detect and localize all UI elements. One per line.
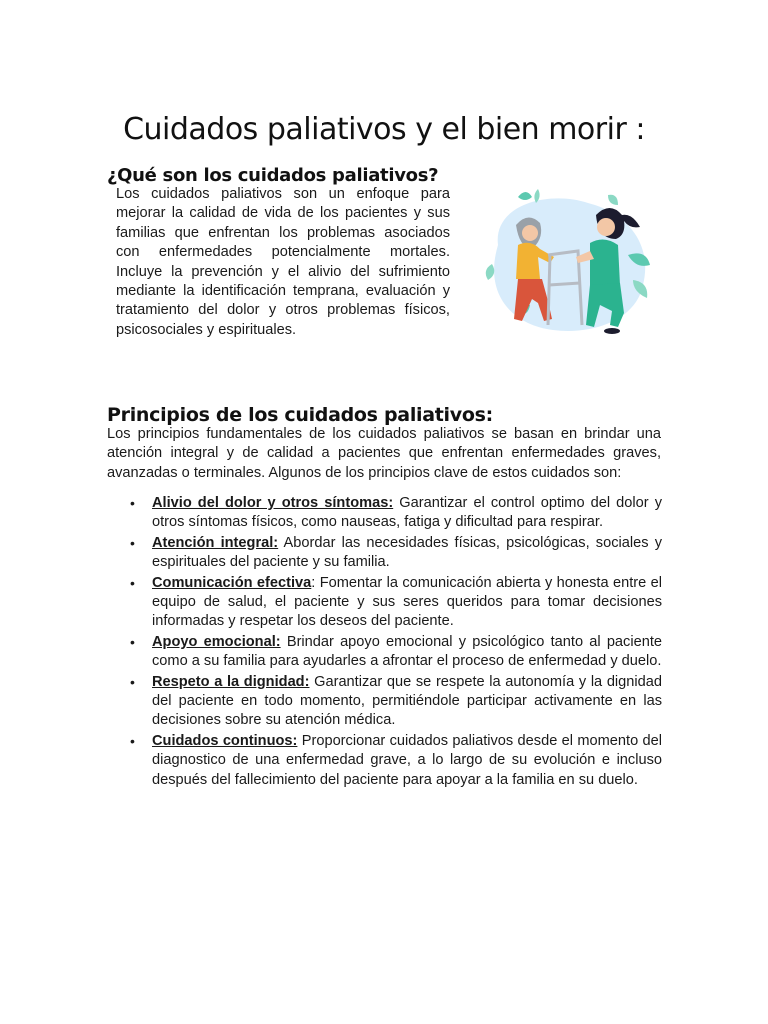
list-item: [130, 574, 662, 632]
intro-paragraph: Los cuidados paliativos son un enfoque para mejorar la calidad de vida de los pacientes y sus familias que enfrentan los problemas asociados con enfermedades potencialmente mortales. Incluye la prevención y el alivio del sufrimiento mediante la identificación temprana, evaluación y tratamiento del dolor y otros problemas físicos, psicosociales y espirituales.: [116, 186, 450, 338]
caregiver-illustration-icon: [478, 185, 658, 340]
principles-intro-paragraph: Los principios fundamentales de los cuidados paliativos se basan en brindar una atención integral y de calidad a pacientes que enfrentan enfermedades graves, avanzadas o terminales. Algunos de los principios clave de estos cuidados son:: [107, 426, 661, 481]
list-item: [130, 494, 662, 533]
bullet-icon: •: [130, 673, 135, 690]
section-heading-principles: Principios de los cuidados paliativos:: [107, 403, 493, 426]
page-title: Cuidados paliativos y el bien morir :: [123, 112, 645, 148]
section-heading-what-are: ¿Qué son los cuidados paliativos?: [107, 164, 439, 186]
list-item: [130, 732, 662, 790]
principles-list: [130, 494, 662, 791]
bullet-icon: •: [130, 633, 135, 650]
bullet-icon: •: [130, 534, 135, 551]
principle-term: Comunicación efectiva: [152, 574, 312, 591]
list-item: [130, 633, 662, 672]
principle-term: Respeto a la dignidad:: [152, 673, 310, 690]
list-item: [130, 673, 662, 731]
list-item: [130, 534, 662, 573]
bullet-icon: •: [130, 495, 135, 511]
principle-text: Proporcionar cuidados paliativos desde el momento del diagnostico de una enfermedad grave, a lo largo de su evolución e incluso después del fallecimiento del paciente para apoyar a la familia en su duelo.: [152, 732, 662, 788]
principle-text: : Fomentar la comunicación abierta y honesta entre el equipo de salud, el paciente y sus seres queridos para tomar decisiones informadas y respetar los deseos del paciente.: [152, 574, 662, 630]
principle-term: Alivio del dolor y otros síntomas:: [152, 495, 394, 511]
principle-term: Cuidados continuos:: [152, 732, 298, 749]
principle-text: Brindar apoyo emocional y psicológico tanto al paciente como a su familia para ayudarles a afrontar el proceso de enfermedad y duelo.: [152, 633, 662, 670]
principle-term: Atención integral:: [152, 534, 279, 551]
bullet-icon: •: [130, 574, 135, 591]
principle-term: Apoyo emocional:: [152, 633, 281, 650]
principle-text: Garantizar que se respete la autonomía y la dignidad del paciente en todo momento, permitiéndole participar activamente en las decisiones sobre su atención médica.: [152, 673, 662, 729]
principle-text: Abordar las necesidades físicas, psicológicas, sociales y espirituales del paciente y su familia.: [152, 534, 662, 571]
principle-text: Garantizar el control optimo del dolor y otros síntomas físicos, como nauseas, fatiga y dificultad para respirar.: [152, 495, 662, 531]
bullet-icon: •: [130, 732, 135, 749]
